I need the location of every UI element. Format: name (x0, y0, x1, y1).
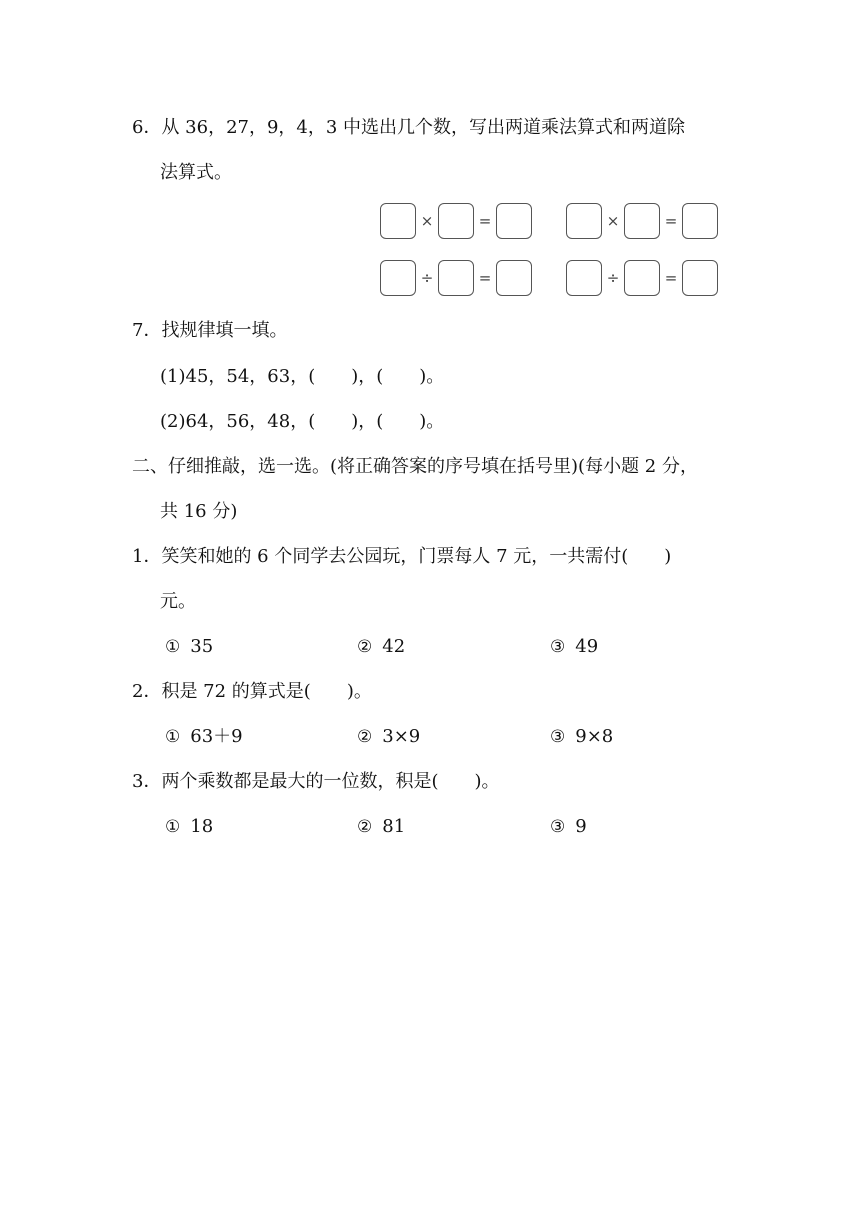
choice-option[interactable] (357, 635, 405, 659)
choice-option[interactable] (550, 815, 587, 839)
answer-box[interactable] (496, 260, 532, 296)
option-marker: ② (357, 817, 373, 837)
option-marker: ① (165, 727, 181, 747)
answer-box[interactable] (496, 203, 532, 239)
question-7-number: 7． (132, 320, 162, 341)
choice-question-1-line-2: 元。 (160, 591, 196, 612)
choice-option[interactable] (357, 815, 405, 839)
choice-option[interactable] (165, 815, 213, 839)
option-text: 9 (575, 816, 587, 837)
choice-option[interactable] (550, 725, 613, 749)
answer-box[interactable] (624, 203, 660, 239)
choice-question-3-text: 两个乘数都是最大的一位数，积是( )。 (161, 771, 500, 792)
times-sign: × (606, 212, 620, 230)
option-text: 35 (190, 636, 214, 657)
option-text: 9×8 (575, 726, 614, 747)
answer-box[interactable] (380, 203, 416, 239)
choice-option[interactable] (357, 725, 420, 749)
multiplication-boxes-row (380, 203, 718, 239)
choice-question-2-text: 积是 72 的算式是( )。 (161, 681, 372, 702)
choice-option[interactable] (165, 725, 243, 749)
question-7-item-2: (2)64，56，48，( )，( )。 (160, 411, 445, 432)
equals-sign: = (664, 269, 678, 287)
answer-box[interactable] (624, 260, 660, 296)
option-marker: ③ (550, 817, 566, 837)
choice-question-3-number: 3． (132, 771, 162, 792)
option-marker: ③ (550, 637, 566, 657)
option-text: 49 (575, 636, 599, 657)
choice-question-1-text: 笑笑和她的 6 个同学去公园玩，门票每人 7 元，一共需付( ) (161, 546, 672, 567)
answer-box[interactable] (682, 260, 718, 296)
divide-sign: ÷ (420, 269, 434, 287)
question-7-item-1: (1)45，54，63，( )，( )。 (160, 366, 445, 387)
option-text: 63＋9 (190, 726, 243, 747)
option-text: 3×9 (382, 726, 421, 747)
option-marker: ② (357, 637, 373, 657)
division-boxes-row (380, 260, 718, 296)
equals-sign: = (664, 212, 678, 230)
answer-box[interactable] (566, 260, 602, 296)
answer-box[interactable] (380, 260, 416, 296)
answer-box[interactable] (682, 203, 718, 239)
section-2-heading-line-1: 二、仔细推敲，选一选。(将正确答案的序号填在括号里)(每小题 2 分， (132, 456, 698, 477)
question-6-number: 6． (132, 117, 162, 138)
answer-box[interactable] (438, 203, 474, 239)
choice-question-3-line-1 (132, 770, 500, 794)
option-marker: ① (165, 637, 181, 657)
choice-question-1-number: 1． (132, 546, 162, 567)
option-text: 81 (382, 816, 406, 837)
option-marker: ③ (550, 727, 566, 747)
option-text: 18 (190, 816, 214, 837)
question-7-title-line (132, 319, 287, 343)
option-text: 42 (382, 636, 406, 657)
choice-question-2-number: 2． (132, 681, 162, 702)
answer-box[interactable] (438, 260, 474, 296)
equals-sign: = (478, 269, 492, 287)
question-6-text: 从 36，27，9，4，3 中选出几个数，写出两道乘法算式和两道除 (161, 117, 686, 138)
option-marker: ① (165, 817, 181, 837)
answer-box[interactable] (566, 203, 602, 239)
choice-option[interactable] (165, 635, 213, 659)
choice-option[interactable] (550, 635, 598, 659)
times-sign: × (420, 212, 434, 230)
choice-question-1-line-1 (132, 545, 671, 569)
divide-sign: ÷ (606, 269, 620, 287)
question-6-line-2: 法算式。 (160, 162, 232, 183)
option-marker: ② (357, 727, 373, 747)
question-7-title: 找规律填一填。 (161, 320, 288, 341)
choice-question-2-line-1 (132, 680, 372, 704)
equals-sign: = (478, 212, 492, 230)
section-2-heading-line-2: 共 16 分) (160, 501, 238, 522)
question-6-line-1 (132, 116, 685, 140)
